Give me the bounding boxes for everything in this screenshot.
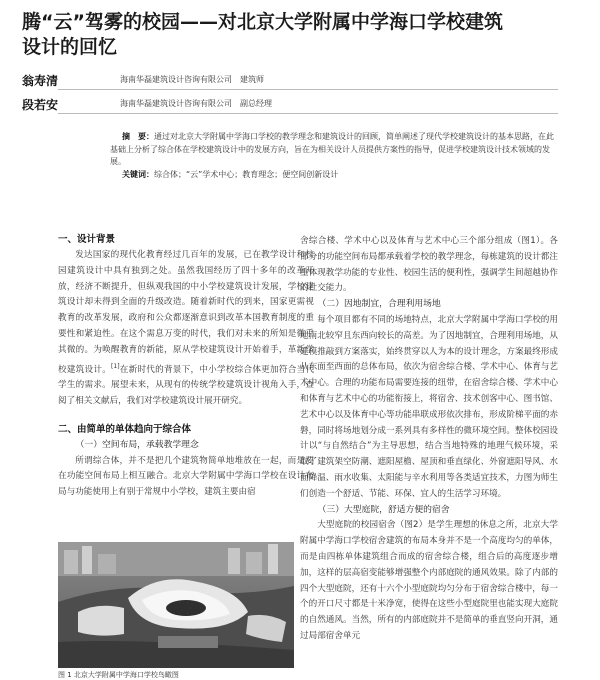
keywords-label: 关键词： (122, 169, 154, 179)
figure-caption: 图 1 北京大学附属中学海口学校鸟瞰图 (58, 671, 179, 679)
author-role: 建筑师 (240, 75, 264, 84)
section-heading: 一、设计背景 (58, 234, 116, 245)
author-name: 翁寿清 (22, 74, 59, 88)
author-divider (58, 113, 558, 114)
subsection-heading: （一）空间布局，承载教学理念 (75, 439, 199, 450)
body-paragraph: 舍综合楼、学术中心以及体育与艺术中心三个部分组成（图1）。各部分的功能空间布局都承载着学校的教学理念，每栋建筑的设计都注重体现教学功能的专业性、校园生活的便利性，强调学生间超越协作的社交能力。 (300, 236, 558, 294)
body-paragraph: 所谓综合体，并不是把几个建筑物简单地堆放在一起，而是要在功能空间布局上相互融合。北京大学附属中学海口学校在设计布局与功能使用上有别于常规中小学校，建筑主要由宿 (58, 455, 314, 498)
body-text: 发达国家的现代化教育经过几百年的发展，已在教学设计和校园建筑设计中具有独到之处。虽然我国经历了四十多年的改革开放，经济不断提升，但纵观我国的中小学校建筑设计发展，学校建筑设计却未得到全面的升级改造。随着新时代的到来，国家更需视教育的改革发展，政府和公众都逐渐意识到改革本国教育制度的重要性和紧迫性。在这个需息万变的时代，我们对未来的所知是微乎其微的。为唤醒教育的新能，原从学校建筑设计开始着手，革新学校建筑设计。 (58, 250, 314, 375)
article-title-line-1: 腾“云”驾雾的校园——对北京大学附属中学海口学校建筑 (22, 11, 503, 33)
author-affiliation: 海南华磊建筑设计咨询有限公司 (120, 75, 232, 84)
body-paragraph: 大型庭院的校园宿舍（图2）是学生理想的休息之所，北京大学附属中学海口学校宿舍建筑的布局本身并不是一个高度均匀的单体，而是由四栋单体建筑组合而成的宿舍综合楼，组合后的高度逐步增加，这样的层高宿变能够增强整个内部庭院的通风效果。除了内部的四个大型庭院，还有十六个小型庭院均匀分布于宿舍综合楼中，每一个的开口尺寸都是十米净宽，使得在这些小型庭院里也能实现大庭院的自然通风。当然，所有的内部庭院并不是简单的垂直竖向开洞，通过局部宿舍单元 (300, 520, 558, 641)
body-text: 在新时代的背景下，中小学校综合体更加符合当代学生的需求。展望未来，从现有的传统学校建筑设计视角入手，查阅了相关文献后，我们对学校建筑设计展开研究。 (58, 364, 314, 407)
abstract-text: 通过对北京大学附属中学海口学校的教学理念和建筑设计的回顾，简单阐述了现代学校建筑设计的基本思路，在此基础上分析了综合体在学校建筑设计中的发展方向，旨在为相关设计人员提供方案性的指导，促进学校建筑设计技术领域的发展。 (110, 132, 554, 166)
author-role: 副总经理 (240, 99, 272, 108)
abstract-label: 摘 要： (122, 132, 154, 141)
abstract (110, 131, 558, 181)
left-column (58, 232, 314, 501)
right-column (300, 234, 558, 645)
body-paragraph (58, 248, 314, 410)
author-divider (58, 89, 558, 90)
author-affiliation: 海南华磊建筑设计咨询有限公司 (120, 99, 232, 108)
section-heading: 二、由简单的单体趋向于综合体 (58, 423, 192, 435)
aerial-photo (58, 542, 294, 668)
keywords-text: 综合体；“云”学术中心；教育理念；便空间创新设计 (154, 169, 339, 179)
subsection-heading: （二）因地制宜，合理利用场地 (317, 299, 441, 310)
body-paragraph: 每个项目都有不同的场地特点，北京大学附属中学海口学校的用地南北较窄且东西向较长的高差。为了因地制宜，合理利用场地，从建模推敲到方案落实，始终贯穿以人为本的设计理念，方案最终形成从东面至西面的总体布局，依次为宿舍综合楼、学术中心、体育与艺术中心。合理的功能布局需要连接的纽带，在宿舍综合楼、学术中心和体育与艺术中心的功能衔接上，将宿舍、技术创客中心、图书馆、艺术中心以及体育中心等功能串联成形依次排布，形成阶梯平面的赤磐，同时将场地划分成一系列具有多样性的微环境空间。整体校园设计以“与自然结合”为主导思想，结合当地特殊的地理气候环境，采取了建筑架空防潮、遮阳屋檐、屋顶和垂直绿化、外窗遮阳导风、水面降温、雨水收集、太阳能与辛水利用等各类适宜技术，力图为师生们创造一个舒适、节能、环保、宜人的生活学习环境。 (300, 314, 558, 499)
citation-ref: [1] (111, 362, 120, 370)
author-name: 段若安 (22, 98, 59, 112)
article-title-line-2: 设计的回忆 (22, 36, 118, 58)
subsection-heading: （三）大型庭院，舒适方便的宿舍 (317, 504, 450, 515)
article-title (22, 10, 582, 60)
